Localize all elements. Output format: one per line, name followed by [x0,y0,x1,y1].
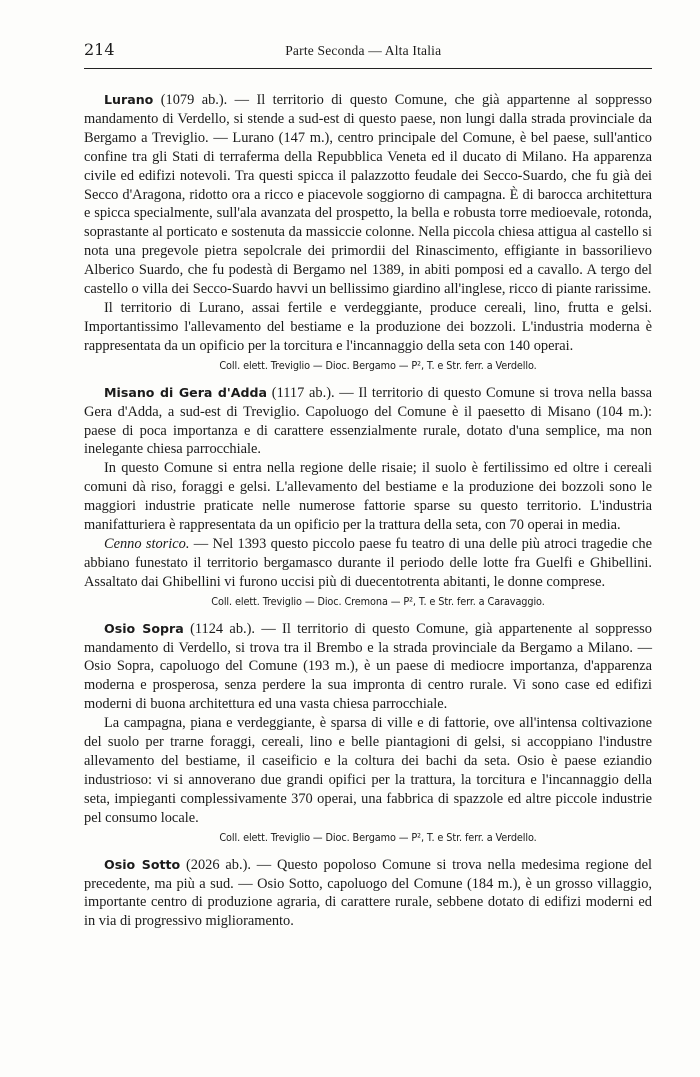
entry-paragraph: La campagna, piana e verdeggiante, è sparsa di ville e di fattorie, ove all'intensa coltivazione del suolo per trarne foraggi, cereali, lino e belle piantagioni di gelsi, si accoppiano l'industre allevamento del bestiame, il caseificio e la coltura dei bachi da seta. Osio è paese eziandio industrioso: vi si annoverano due grandi opifici per la trattura, la torcitura e l'incannaggio della seta, impieganti complessivamente 370 operai, una fabbrica di spazzole ed altre piccole industrie pel consumo locale. [84,715,652,826]
cenno-storico: Cenno storico. — Nel 1393 questo piccolo paese fu teatro di una delle più atroci tragedie che abbiano funestato il territorio bergamasco durante il periodo delle lotte fra Guelfi e Ghibellini. Assaltato dai Ghibellini vi furono uccisi più di duecentotrenta abitanti, le donne comprese. [84,535,652,590]
page [84,40,652,943]
entry-paragraph: Il territorio di Lurano, assai fertile e verdeggiante, produce cereali, lino, frutta e gelsi. Importantissimo l'allevamento del bestiame e la produzione dei bozzoli. L'industria moderna è rappresentata da un opificio per la torcitura e l'incannaggio della seta con 140 operai. [84,299,652,354]
collegio-line: Coll. elett. Treviglio — Dioc. Cremona — P², T. e Str. ferr. a Caravaggio. [211,594,545,608]
header-rule [84,68,652,69]
entry-name: Misano di Gera d'Adda [104,384,268,400]
entry-paragraph: Misano di Gera d'Adda (1117 ab.). — Il territorio di questo Comune si trova nella bassa Gera d'Adda, a sud-est di Treviglio. Capoluogo del Comune è il paesetto di Misano (104 m.): paese di poca importanza e di carattere essenzialmente rurale, dotato d'una semplice, ma non inelegante chiesa parrocchiale. [84,384,652,458]
entry-name: Osio Sotto [104,856,181,872]
running-title: Parte Seconda — Alta Italia [285,43,442,58]
cenno-label: Cenno storico. [104,535,190,552]
entry-osio-sopra [84,620,652,844]
entry-lurano [84,91,652,372]
page-header [84,40,652,60]
entry-paragraph: In questo Comune si entra nella regione delle risaie; il suolo è fertilissimo ed oltre i cereali comuni dà riso, foraggi e gelsi. L'allevamento del bestiame e la produzione dei bozzoli sono le maggiori industrie praticate nelle numerose fattorie sparse su questo territorio. L'industria manifatturiera è rappresentata da un opificio per la trattura della seta, con 70 operai in media. [84,460,652,534]
entry-misano [84,384,652,608]
entry-name: Osio Sopra [104,620,184,636]
entry-paragraph: Lurano (1079 ab.). — Il territorio di questo Comune, che già appartenne al soppresso mandamento di Verdello, si stende a sud-est di questo paese, non lungi dalla strada provinciale da Bergamo a Treviglio. — Lurano (147 m.), centro principale del Comune, è bel paese, sull'antico confine tra gli Stati di terraferma della Repubblica Veneta ed il ducato di Milano. Ha apparenza civile ed edifizi notevoli. Tra questi spicca il palazzotto feudale dei Secco-Suardo, che fu già dei Secco d'Aragona, ridotto ora a ricco e piacevole soggiorno di campagna. È di barocca architettura e spicca specialmente, sull'ala avanzata del prospetto, la bella e robusta torre medioevale, rotonda, soprastante al porticato e sostenuta da massiccie colonne. Nella piccola chiesa attigua al castello si nota una pregevole pietra sepolcrale dei primordii del Rinascimento, effigiante in bassorilievo Alberico Suardo, che fu podestà di Bergamo nel 1389, in abiti pomposi ed a cavallo. A tergo del castello o villa dei Secco-Suardo havvi un bellissimo giardino all'inglese, ricco di piante rarissime. [84,92,652,298]
collegio-line: Coll. elett. Treviglio — Dioc. Bergamo — P², T. e Str. ferr. a Verdello. [219,358,537,372]
entry-paragraph: Osio Sotto (2026 ab.). — Questo popoloso Comune si trova nella medesima regione del precedente, ma più a sud. — Osio Sotto, capoluogo del Comune (184 m.), è un grosso villaggio, importante centro di produzione agraria, di carattere rurale, sebbene dotato di edifizi moderni ed in via di progressivo miglioramento. [84,856,652,930]
page-number: 214 [84,40,115,59]
entry-paragraph: Osio Sopra (1124 ab.). — Il territorio di questo Comune, già appartenente al soppresso mandamento di Verdello, si trova tra il Brembo e la strada provinciale da Bergamo a Milano. — Osio Sopra, capoluogo del Comune (193 m.), è un paese di mediocre importanza, d'apparenza moderna e prosperosa, senza perdere la sua impronta di centro rurale. Vi sono case ed edifizi moderni di buona architettura ed una vasta chiesa parrocchiale. [84,620,652,713]
entry-name: Lurano [104,92,154,107]
entry-osio-sotto [84,856,652,932]
collegio-line: Coll. elett. Treviglio — Dioc. Bergamo — P², T. e Str. ferr. a Verdello. [219,830,537,844]
